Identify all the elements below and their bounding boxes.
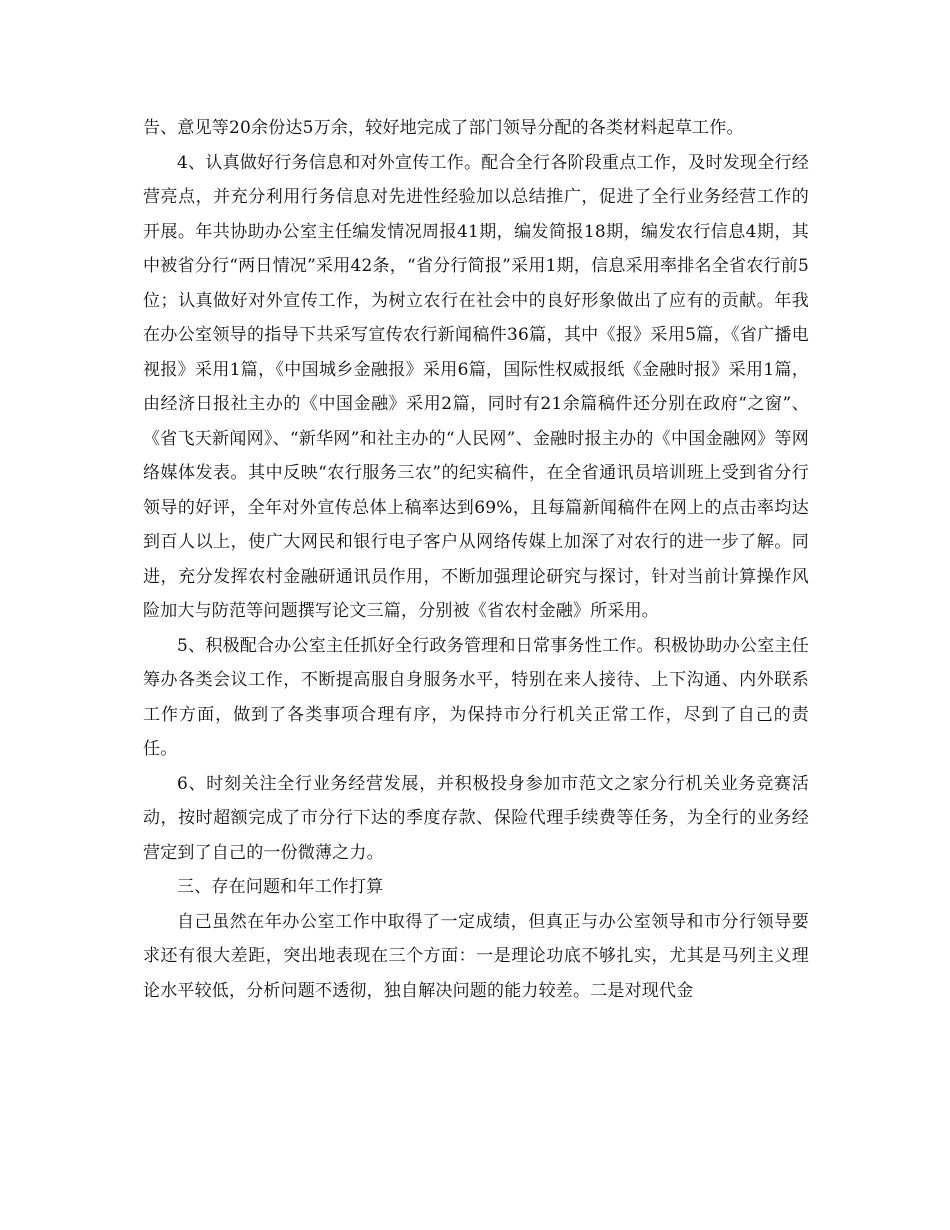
paragraph-item-4-publicity: 4、认真做好行务信息和对外宣传工作。配合全行各阶段重点工作，及时发现全行经营亮点，并充分利用行务信息对先进性经验加以总结推广，促进了全行业务经营工作的开展。年共协助办公室主任编发情况周报41期，编发简报18期，编发农行信息4期，其中被省分行“两日情况”采用42条，“省分行简报”采用1期，信息采用率排名全省农行前5位；认真做好对外宣传工作，为树立农行在社会中的良好形象做出了应有的贡献。年我在办公室领导的指导下共采写宣传农行新闻稿件36篇，其中《报》采用5篇，《省广播电视报》采用1篇，《中国城乡金融报》采用6篇，国际性权威报纸《金融时报》采用1篇，由经济日报社主办的《中国金融》采用2篇，同时有21余篇稿件还分别在政府“之窗”、《省飞天新闻网》、“新华网”和社主办的“人民网”、金融时报主办的《中国金融网》等网络媒体发表。其中反映“农行服务三农”的纪实稿件，在全省通讯员培训班上受到省分行领导的好评，全年对外宣传总体上稿率达到69%，且每篇新闻稿件在网上的点击率均达到百人以上，使广大网民和银行电子客户从网络传媒上加深了对农行的进一步了解。同进，充分发挥农村金融研通讯员作用，不断加强理论研究与探讨，针对当前计算操作风险加大与防范等问题撰写论文三篇，分别被《省农村金融》所采用。	[143, 152, 809, 621]
document-page	[143, 111, 809, 1008]
paragraph-continuation: 告、意见等20余份达5万余，较好地完成了部门领导分配的各类材料起草工作。	[143, 118, 744, 138]
paragraph-problems: 自己虽然在年办公室工作中取得了一定成绩，但真正与办公室领导和市分行领导要求还有很大差距，突出地表现在三个方面：一是理论功底不够扎实，尤其是马列主义理论水平较低，分析问题不透彻，独自解决问题的能力较差。二是对现代金	[143, 911, 809, 1001]
paragraph-item-6-business: 6、时刻关注全行业务经营发展，并积极投身参加市范文之家分行机关业务竞赛活动，按时超额完成了市分行下达的季度存款、保险代理手续费等任务，为全行的业务经营定到了自己的一份微薄之力。	[143, 773, 809, 863]
section-heading-problems: 三、存在问题和年工作打算	[177, 877, 384, 897]
paragraph-item-5-administration: 5、积极配合办公室主任抓好全行政务管理和日常事务性工作。积极协助办公室主任筹办各类会议工作，不断提高服自身服务水平，特别在来人接待、上下沟通、内外联系工作方面，做到了各类事项合理有序，为保持市分行机关正常工作，尽到了自己的责任。	[143, 635, 809, 759]
